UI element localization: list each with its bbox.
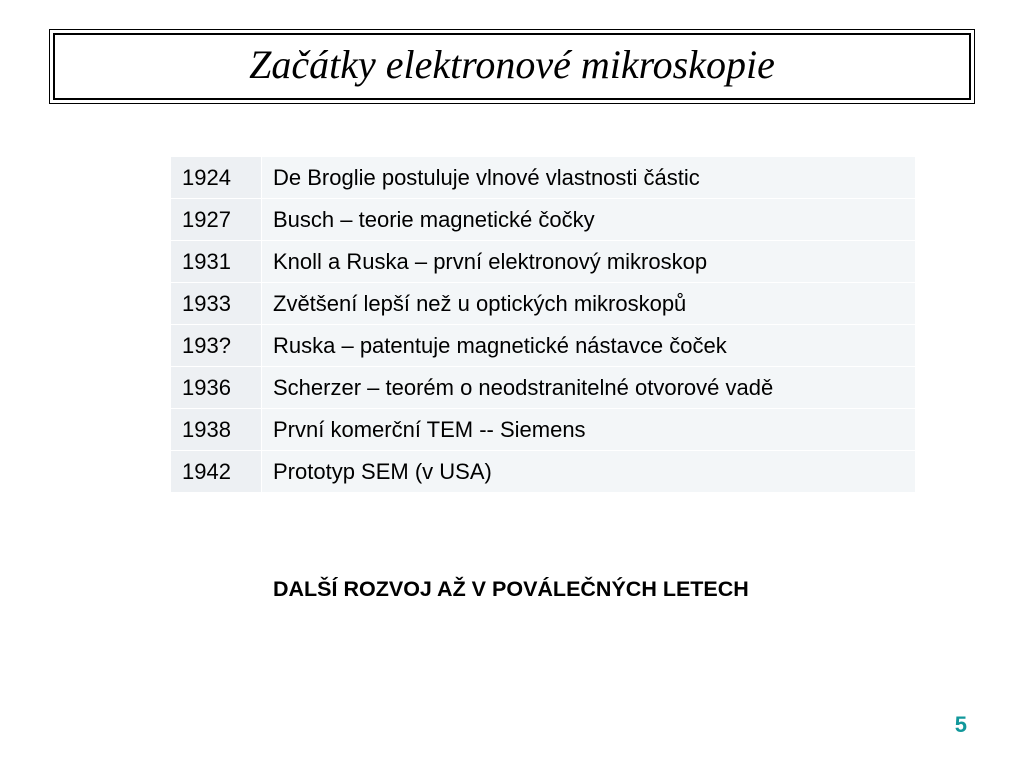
event-cell: Ruska – patentuje magnetické nástavce čoček [262, 325, 915, 367]
year-cell: 1927 [171, 199, 262, 241]
table-row [171, 451, 915, 492]
table-row [171, 325, 915, 367]
event-cell: Prototyp SEM (v USA) [262, 451, 915, 492]
table-row [171, 157, 915, 199]
event-cell: Zvětšení lepší než u optických mikroskopů [262, 283, 915, 325]
year-cell: 1942 [171, 451, 262, 492]
event-cell: Knoll a Ruska – první elektronový mikroskop [262, 241, 915, 283]
event-cell: Scherzer – teorém o neodstranitelné otvorové vadě [262, 367, 915, 409]
table-row [171, 367, 915, 409]
year-cell: 1924 [171, 157, 262, 199]
year-cell: 1938 [171, 409, 262, 451]
year-cell: 1931 [171, 241, 262, 283]
slide-title: Začátky elektronové mikroskopie [249, 42, 775, 87]
event-cell: Busch – teorie magnetické čočky [262, 199, 915, 241]
table-row [171, 409, 915, 451]
event-cell: De Broglie postuluje vlnové vlastnosti částic [262, 157, 915, 199]
table-row [171, 241, 915, 283]
title-frame [49, 29, 975, 104]
table-row [171, 199, 915, 241]
slide-number: 5 [954, 712, 967, 737]
year-cell: 193? [171, 325, 262, 367]
year-cell: 1936 [171, 367, 262, 409]
year-cell: 1933 [171, 283, 262, 325]
event-cell: První komerční TEM -- Siemens [262, 409, 915, 451]
timeline-table [171, 157, 915, 492]
footer-note: DALŠÍ ROZVOJ AŽ V POVÁLEČNÝCH LETECH [273, 577, 749, 601]
table-row [171, 283, 915, 325]
